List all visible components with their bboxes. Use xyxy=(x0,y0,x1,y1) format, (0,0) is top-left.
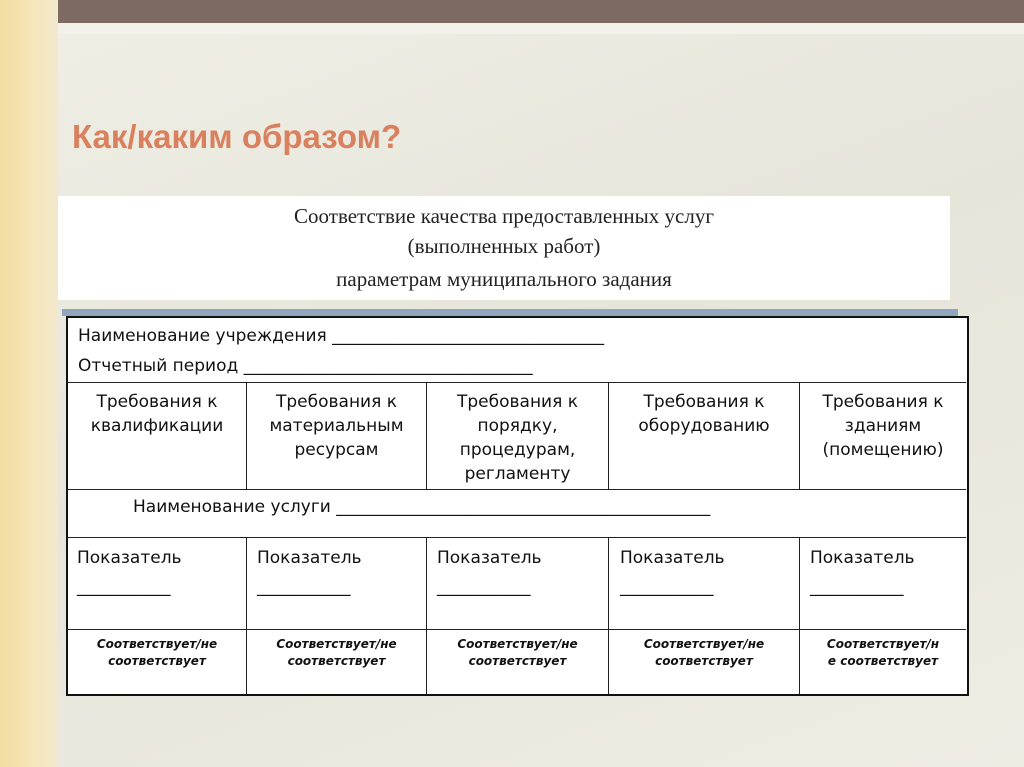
indicator-label: Показатель xyxy=(437,548,542,568)
table-rule xyxy=(67,489,966,490)
institution-name-line: Наименование учреждения ________________________________ xyxy=(78,326,605,346)
requirement-line: Требования к xyxy=(275,392,398,412)
requirement-cell xyxy=(609,390,799,438)
requirement-line: (помещению) xyxy=(822,440,944,460)
indicator-label: Показатель xyxy=(810,548,915,568)
table-rule xyxy=(67,537,966,538)
table-rule xyxy=(246,537,247,694)
requirement-line: оборудованию xyxy=(638,416,770,436)
requirement-line: квалификации xyxy=(90,416,224,436)
indicator-label: Показатель xyxy=(620,548,725,568)
indicator-cell xyxy=(77,544,182,602)
requirement-line: Требования к xyxy=(822,392,944,412)
left-decor-band xyxy=(0,0,58,767)
compliance-cell xyxy=(247,636,426,670)
indicator-cell xyxy=(810,544,915,602)
indicator-cell xyxy=(620,544,725,602)
indicator-label: Показатель xyxy=(257,548,362,568)
table-rule xyxy=(426,537,427,694)
compliance-line: соответствует xyxy=(287,654,386,668)
compliance-line: соответствует xyxy=(655,654,753,668)
indicator-blank: ___________ xyxy=(437,577,531,597)
compliance-cell xyxy=(68,636,246,670)
top-decor-bar xyxy=(58,0,1024,23)
subtitle-line-3: параметрам муниципального задания xyxy=(336,267,672,291)
table-rule xyxy=(799,537,800,694)
requirement-line: Требования к xyxy=(96,392,218,412)
indicator-blank: ___________ xyxy=(620,577,714,597)
service-name-line: Наименование услуги ____________________________________________ xyxy=(133,497,711,517)
compliance-line: Соответствует/не xyxy=(276,637,397,651)
compliance-line: соответствует xyxy=(468,654,567,668)
requirement-cell xyxy=(427,390,608,486)
indicator-cell xyxy=(437,544,542,602)
requirement-line: Требования к xyxy=(456,392,579,412)
indicator-blank: ___________ xyxy=(810,577,904,597)
requirement-line: процедурам, xyxy=(459,440,576,460)
table-rule xyxy=(67,382,966,383)
requirement-cell xyxy=(800,390,966,462)
compliance-line: соответствует xyxy=(108,654,206,668)
subtitle-line-2: (выполненных работ) xyxy=(407,234,601,258)
compliance-cell xyxy=(609,636,799,670)
indicator-label: Показатель xyxy=(77,548,182,568)
requirement-line: ресурсам xyxy=(294,440,379,460)
requirement-line: Требования к xyxy=(643,392,765,412)
requirement-line: материальным xyxy=(269,416,404,436)
compliance-line: Соответствует/не xyxy=(96,637,218,651)
requirement-line: порядку, xyxy=(477,416,558,436)
compliance-line: Соответствует/н xyxy=(826,637,940,651)
indicator-cell xyxy=(257,544,362,602)
compliance-line: е соответствует xyxy=(827,654,939,668)
indicator-blank: ___________ xyxy=(77,577,171,597)
compliance-line: Соответствует/не xyxy=(457,637,578,651)
compliance-cell xyxy=(427,636,608,670)
slide-title: Как/каким образом? xyxy=(72,118,402,155)
requirement-cell xyxy=(247,390,426,462)
requirement-line: зданиям xyxy=(844,416,922,436)
table-header-strip xyxy=(62,309,958,316)
compliance-line: Соответствует/не xyxy=(643,637,765,651)
subtitle-box xyxy=(58,196,950,300)
requirement-cell xyxy=(68,390,246,438)
indicator-blank: ___________ xyxy=(257,577,351,597)
table-rule xyxy=(67,629,966,630)
subtitle-line-1: Соответствие качества предоставленных услуг xyxy=(294,204,714,228)
reporting-period-line: Отчетный период __________________________________ xyxy=(78,356,533,376)
compliance-cell xyxy=(800,636,966,670)
table-rule xyxy=(608,537,609,694)
requirement-line: регламенту xyxy=(464,464,571,484)
